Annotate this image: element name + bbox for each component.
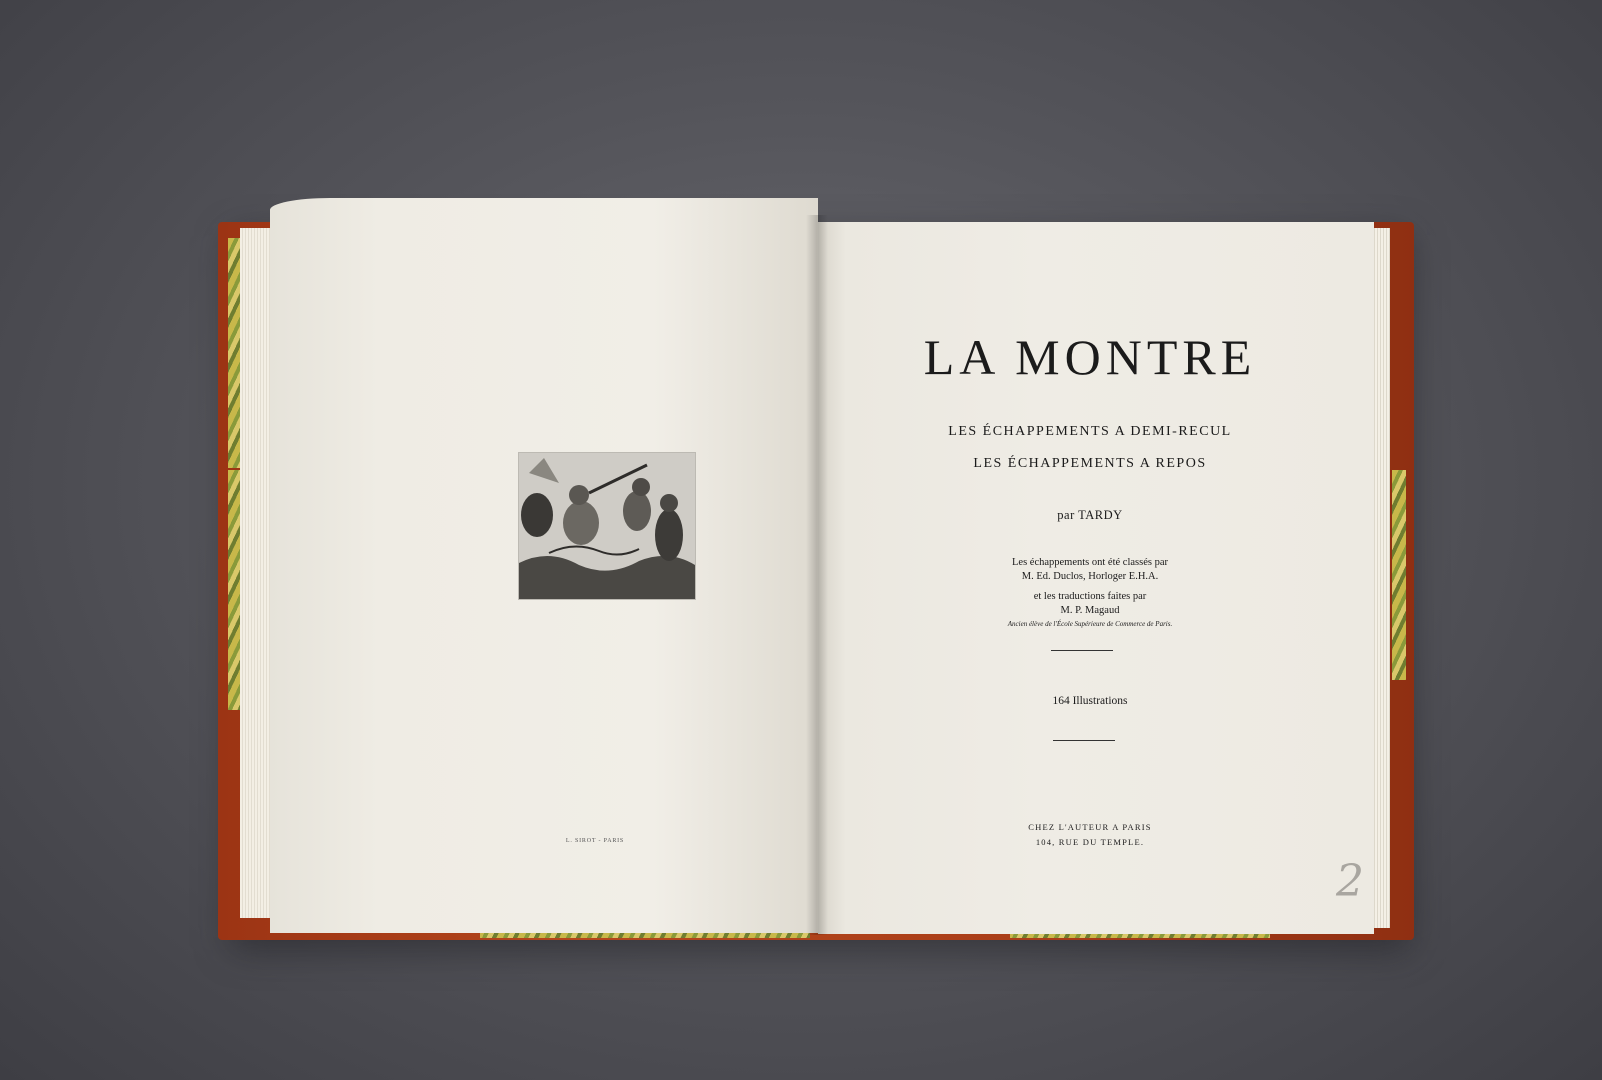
marbled-edge [1392, 470, 1406, 680]
cherub-engraving [518, 452, 696, 600]
illustrations-count: 164 Illustrations [1052, 695, 1128, 707]
publisher-line-2: 104, RUE DU TEMPLE. [1035, 837, 1145, 847]
printer-credit: L. SIROT - PARIS [565, 838, 625, 844]
credit-line: et les traductions faites par [1033, 591, 1147, 602]
credit-line: M. P. Magaud [1060, 605, 1120, 616]
engraving-artwork [519, 453, 695, 599]
author-line: par TARDY [1057, 508, 1123, 522]
credit-line: M. Ed. Duclos, Horloger E.H.A. [1021, 571, 1159, 582]
subtitle-line-2: LES ÉCHAPPEMENTS A REPOS [973, 456, 1207, 471]
subtitle-line-1: LES ÉCHAPPEMENTS A DEMI-RECUL [948, 424, 1232, 439]
publisher-line-1: CHEZ L'AUTEUR A PARIS [1028, 822, 1152, 832]
book-gutter [806, 215, 828, 935]
divider-rule [1053, 740, 1115, 741]
credit-line: Ancien élève de l'École Supérieure de Commerce de Paris. [1007, 620, 1173, 628]
credit-line: Les échappements ont été classés par [1012, 557, 1168, 568]
book-title: LA MONTRE [923, 329, 1257, 385]
handwritten-number: 2 [1336, 856, 1364, 907]
divider-rule [1051, 650, 1113, 651]
